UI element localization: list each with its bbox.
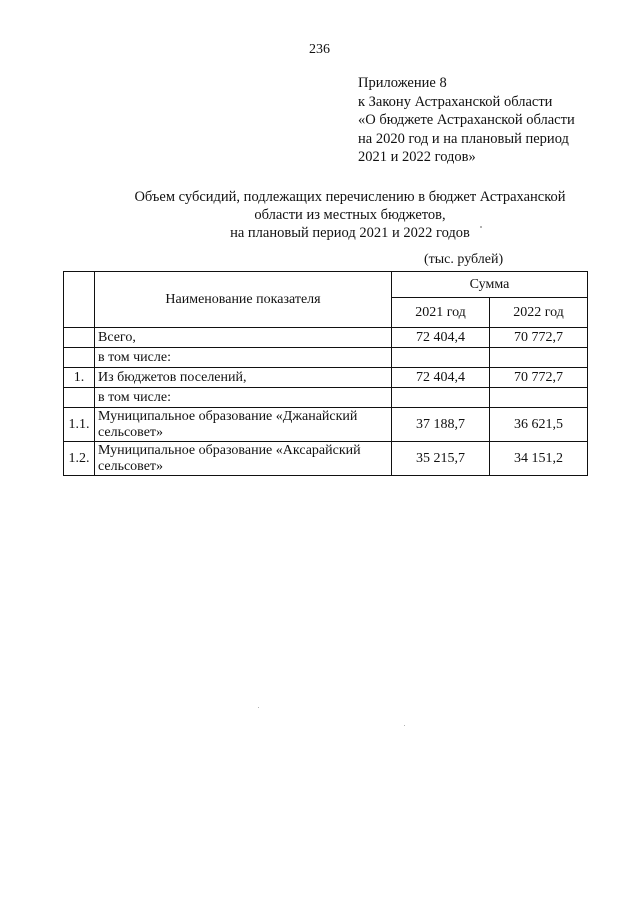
row-value-2021: 72 404,4 [392, 328, 490, 348]
row-num: 1.2. [64, 442, 95, 476]
appendix-block [358, 74, 628, 167]
row-value-2021: 37 188,7 [392, 408, 490, 442]
title-line: Объем субсидий, подлежащих перечислению в бюджет Астраханской [134, 189, 566, 205]
table-row [64, 368, 588, 388]
header-sum-cell: Сумма [392, 272, 588, 298]
row-num [64, 348, 95, 368]
row-name: Всего, [95, 328, 392, 348]
row-value-2022: 34 151,2 [490, 442, 588, 476]
appendix-line: к Закону Астраханской области [358, 93, 553, 110]
document-title [60, 188, 639, 242]
row-num: 1.1. [64, 408, 95, 442]
row-name: Из бюджетов поселений, [95, 368, 392, 388]
header-num-cell [64, 272, 95, 328]
row-num [64, 388, 95, 408]
row-name: Муниципальное образование «Джанайский сельсовет» [95, 408, 392, 442]
row-name: Муниципальное образование «Аксарайский сельсовет» [95, 442, 392, 476]
appendix-line: 2021 и 2022 годов» [358, 149, 476, 165]
row-num [64, 328, 95, 348]
row-name: в том числе: [95, 388, 392, 408]
header-year-2021: 2021 год [392, 298, 490, 328]
header-name-cell: Наименование показателя [95, 272, 392, 328]
row-value-2021: 72 404,4 [392, 368, 490, 388]
header-year-2022: 2022 год [490, 298, 588, 328]
row-value-2022: 70 772,7 [490, 328, 588, 348]
subsidy-table [63, 271, 588, 476]
row-value-2022 [490, 348, 588, 368]
appendix-line: «О бюджете Астраханской области [358, 112, 575, 128]
scan-speck [480, 226, 482, 228]
scan-speck [258, 707, 259, 708]
scan-speck [404, 725, 405, 726]
page-number: 236 [309, 42, 330, 57]
row-value-2022 [490, 388, 588, 408]
row-value-2021: 35 215,7 [392, 442, 490, 476]
table-row [64, 408, 588, 442]
table-header-row [64, 272, 588, 298]
row-value-2021 [392, 388, 490, 408]
table-row [64, 442, 588, 476]
table-row [64, 328, 588, 348]
row-value-2021 [392, 348, 490, 368]
title-line: области из местных бюджетов, [254, 207, 446, 223]
units-label: (тыс. рублей) [424, 252, 504, 267]
row-value-2022: 36 621,5 [490, 408, 588, 442]
table-row [64, 348, 588, 368]
row-num: 1. [64, 368, 95, 388]
appendix-line: Приложение 8 [358, 75, 447, 91]
row-name: в том числе: [95, 348, 392, 368]
row-value-2022: 70 772,7 [490, 368, 588, 388]
table-row [64, 388, 588, 408]
appendix-line: на 2020 год и на плановый период [358, 130, 569, 147]
title-line: на плановый период 2021 и 2022 годов [230, 225, 470, 241]
